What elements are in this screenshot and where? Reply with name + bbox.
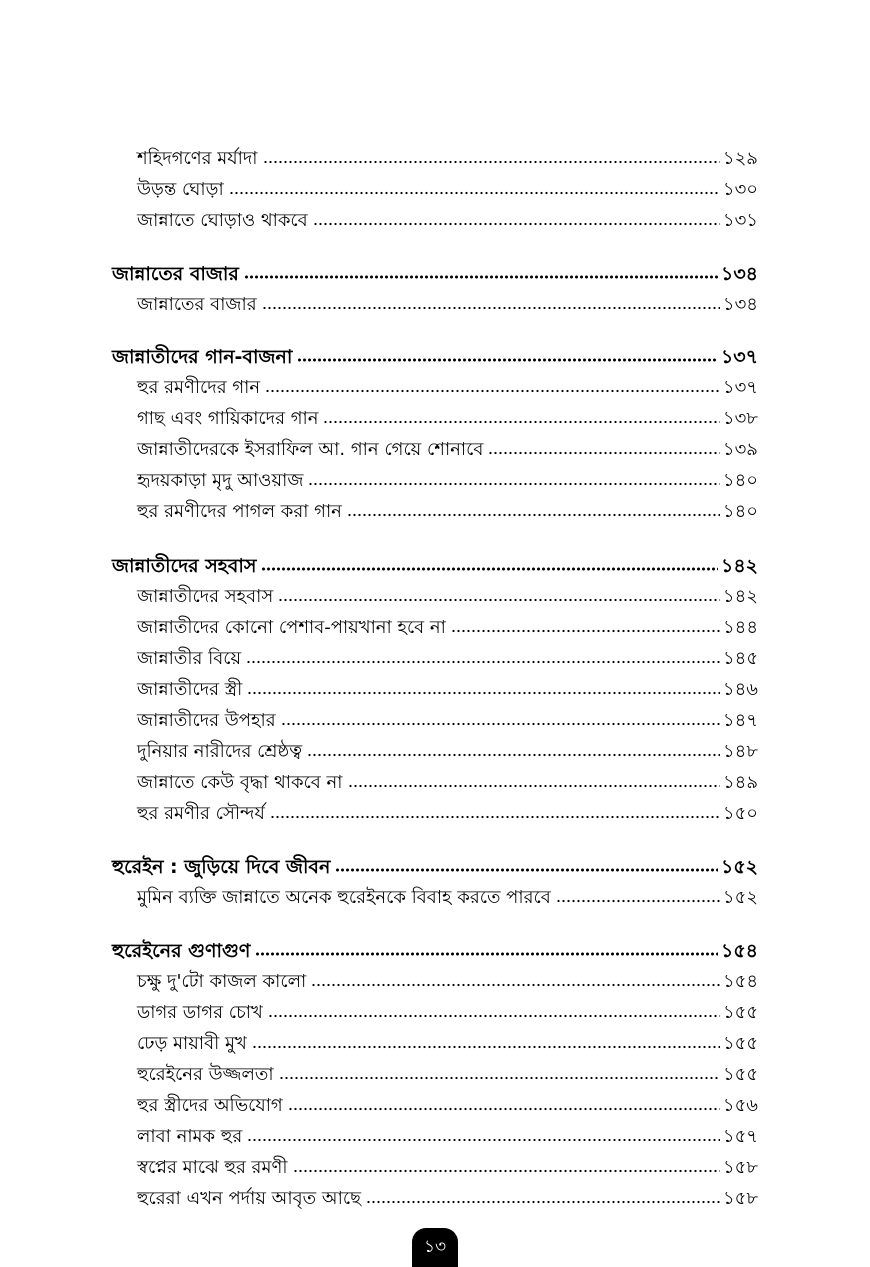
page-number-tab [412, 1228, 458, 1267]
toc-page-number: ১৪৮ [722, 741, 758, 762]
dot-leader [268, 1013, 720, 1019]
toc-page-number: ১৫৫ [722, 1064, 758, 1085]
dot-leader [488, 450, 720, 456]
dot-leader [348, 783, 720, 789]
toc-entry-row [137, 1087, 758, 1117]
toc-entry-row [137, 671, 758, 701]
toc-entry-title: জান্নাতীদের সহবাস [112, 555, 257, 577]
toc-entry-row [137, 369, 758, 399]
dot-leader [229, 190, 720, 196]
toc-entry-title: উড়ন্ত ঘোড়া [137, 179, 224, 200]
toc-page-number: ১৪২ [722, 586, 758, 607]
toc-page-number: ১৫২ [722, 887, 758, 908]
toc-entry-title: জান্নাতীর বিয়ে [137, 648, 242, 669]
toc-entry-row [137, 493, 758, 523]
toc-page-number: ১৫৫ [722, 1033, 758, 1054]
page-number: ১৩ [423, 1236, 447, 1257]
dot-leader [247, 690, 720, 696]
dot-leader [313, 221, 720, 227]
dot-leader [244, 274, 718, 280]
toc-entry-title: জান্নাতে ঘোড়াও থাকবে [137, 210, 308, 231]
toc-page-number: ১৪০ [722, 501, 758, 522]
toc-entry-row [137, 202, 758, 232]
toc-page-number: ১৪৭ [722, 710, 758, 731]
dot-leader [297, 357, 718, 363]
dot-leader [281, 721, 720, 727]
toc-page-number: ১৫৪ [721, 940, 758, 962]
toc-page-number: ১৪৫ [722, 648, 758, 669]
toc-page-number: ১৪০ [722, 470, 758, 491]
toc-entry-title: হুরেইনের গুণাগুণ [112, 940, 251, 962]
toc-entry-title: জান্নাতীদের উপহার [137, 710, 276, 731]
dot-leader [323, 419, 719, 425]
dot-leader [261, 566, 718, 572]
toc-entry-title: হুর রমণীদের পাগল করা গান [137, 501, 342, 522]
toc-entry-title: ঢেড় মায়াবী মুখ [137, 1033, 247, 1054]
toc-page-number: ১৩৭ [722, 377, 758, 398]
toc-page-number: ১৪৬ [722, 679, 758, 700]
toc-entry-title: জান্নাতীদেরকে ইসরাফিল আ. গান গেয়ে শোনাবে [137, 439, 484, 460]
toc-entry-row [137, 1180, 758, 1210]
toc-page-number: ১৩৭ [720, 346, 758, 368]
dot-leader [308, 481, 719, 487]
dot-leader [263, 159, 720, 165]
toc-page-number: ১৫৭ [722, 1126, 758, 1147]
toc-entry-row [137, 963, 758, 993]
toc-entry-row [137, 1118, 758, 1148]
toc-entry-row [137, 578, 758, 608]
toc-heading-row [112, 255, 758, 285]
toc-page-number: ১৩৮ [722, 408, 758, 429]
toc-page-number: ১৪৪ [722, 617, 758, 638]
toc-entry-row [137, 1149, 758, 1179]
toc-page-number: ১৪৯ [722, 772, 758, 793]
dot-leader [278, 597, 720, 603]
toc-heading-row [112, 848, 758, 878]
toc-page-number: ১৩৪ [722, 294, 758, 315]
toc-page-number: ১৫২ [720, 856, 758, 878]
dot-leader [335, 867, 718, 873]
toc-entry-row [137, 1025, 758, 1055]
toc-page-number: ১৫৮ [722, 1157, 758, 1178]
toc-entry-row [137, 994, 758, 1024]
toc-entry-row [137, 640, 758, 670]
dot-leader [265, 388, 720, 394]
dot-leader [262, 305, 720, 311]
dot-leader [307, 752, 720, 758]
dot-leader [556, 898, 720, 904]
toc-heading-row [112, 932, 758, 962]
toc-entry-row [137, 431, 758, 461]
toc-entry-title: জান্নাতের বাজার [137, 294, 257, 315]
toc-entry-title: স্বপ্নের মাঝে হুর রমণী [137, 1157, 288, 1178]
toc-page-number: ১৫৬ [722, 1095, 758, 1116]
toc-entry-title: হুর রমণীর সৌন্দর্য [137, 803, 265, 824]
dot-leader [246, 659, 720, 665]
toc-entry-title: জান্নাতীদের সহবাস [137, 586, 274, 607]
dot-leader [279, 1075, 720, 1081]
dot-leader [451, 628, 720, 634]
toc-page-number: ১২৯ [722, 148, 758, 169]
toc-entry-row [137, 795, 758, 825]
toc-entry-row [137, 733, 758, 763]
toc-entry-row [137, 702, 758, 732]
toc-entry-title: জান্নাতের বাজার [112, 263, 239, 285]
toc-entry-row [137, 1056, 758, 1086]
toc-entry-title: হুরেইনের উজ্জলতা [137, 1064, 274, 1085]
toc-page-number: ১৩০ [722, 179, 758, 200]
dot-leader [366, 1199, 720, 1205]
dot-leader [288, 1106, 720, 1112]
toc-entry-row [137, 609, 758, 639]
dot-leader [293, 1168, 720, 1174]
toc-entry-title: হুর রমণীদের গান [137, 377, 261, 398]
toc-entry-title: হুরেরা এখন পর্দায় আবৃত আছে [137, 1188, 362, 1209]
toc-entry-title: গাছ এবং গায়িকাদের গান [137, 408, 319, 429]
toc-page-number: ১৩৯ [722, 439, 758, 460]
toc-entry-row [137, 764, 758, 794]
toc-entry-title: জান্নাতীদের গান-বাজনা [112, 346, 293, 368]
toc-page-number: ১৫৮ [722, 1188, 758, 1209]
toc-page-number: ১৫৪ [722, 971, 758, 992]
toc-entry-title: মুমিন ব্যক্তি জান্নাতে অনেক হুরেইনকে বিবাহ করতে পারবে [137, 887, 551, 908]
toc-entry-row [137, 171, 758, 201]
toc-entry-title: ডাগর ডাগর চোখ [137, 1002, 263, 1023]
toc-entry-title: হুর স্ত্রীদের অভিযোগ [137, 1095, 283, 1116]
toc-heading-row [112, 547, 758, 577]
toc-heading-row [112, 338, 758, 368]
toc-entry-title: শহিদগণের মর্যাদা [137, 148, 258, 169]
toc-entry-title: চক্ষু দু'টো কাজল কালো [137, 971, 307, 992]
toc-page-number: ১৫৫ [722, 1002, 758, 1023]
dot-leader [311, 982, 720, 988]
toc-entry-row [137, 879, 758, 909]
dot-leader [255, 951, 718, 957]
toc-entry-title: দুনিয়ার নারীদের শ্রেষ্ঠত্ব [137, 741, 303, 762]
toc-page-number: ১৪২ [720, 555, 758, 577]
toc-entry-title: জান্নাতীদের স্ত্রী [137, 679, 243, 700]
toc-entry-title: হুরেইন : জুড়িয়ে দিবে জীবন [112, 856, 331, 878]
toc-entry-row [137, 462, 758, 492]
toc-entry-title: হৃদয়কাড়া মৃদু আওয়াজ [137, 470, 304, 491]
toc-entry-title: জান্নাতীদের কোনো পেশাব-পায়খানা হবে না [137, 617, 446, 638]
toc-entry-row [137, 400, 758, 430]
toc-entry-title: জান্নাতে কেউ বৃদ্ধা থাকবে না [137, 772, 343, 793]
dot-leader [247, 1137, 720, 1143]
toc-entry-row [137, 286, 758, 316]
dot-leader [270, 814, 720, 820]
toc-entry-title: লাবা নামক হুর [137, 1126, 243, 1147]
toc-page-number: ১৩৪ [720, 263, 758, 285]
toc-entry-row [137, 140, 758, 170]
toc-page-number: ১৫০ [722, 803, 758, 824]
dot-leader [347, 512, 720, 518]
toc-page-number: ১৩১ [722, 210, 758, 231]
dot-leader [252, 1044, 720, 1050]
